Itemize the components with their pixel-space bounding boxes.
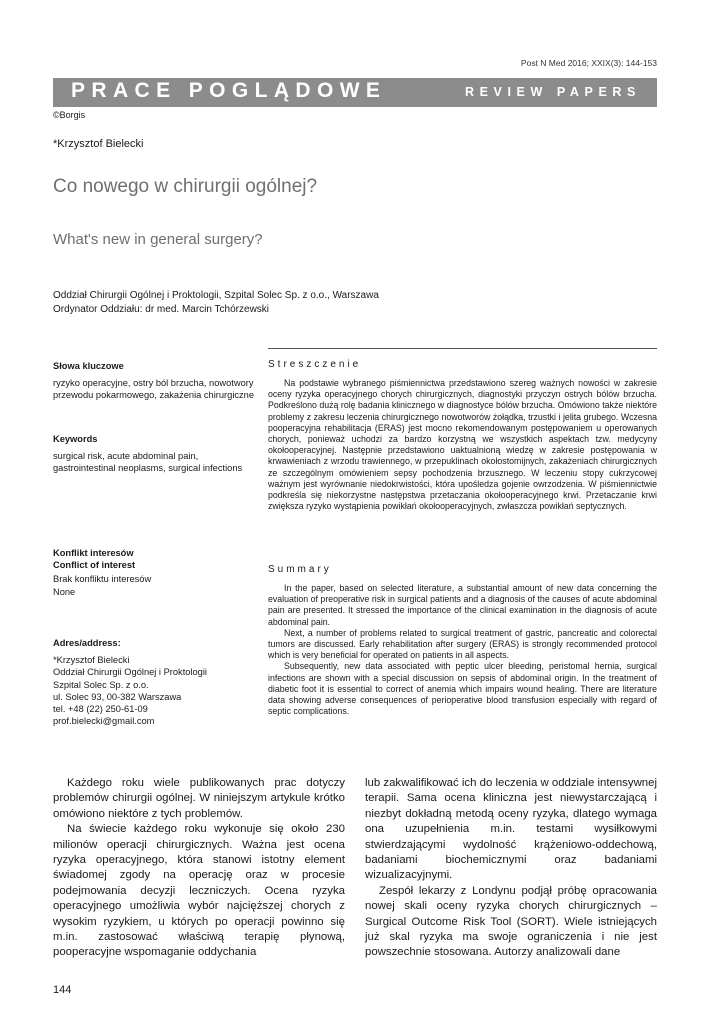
body-column-right bbox=[365, 776, 657, 961]
page-number: 144 bbox=[53, 984, 72, 996]
body-paragraph: Na świecie każdego roku wykonuje się około 230 milionów operacji chirurgicznych. Ważna jest ocena ryzyka operacyjnego, która stanowi istotny element świadomej zgody na operację oraz w procesie podejmowania decyzji leczniczych. Ocena ryzyka operacyjnego umożliwia wybór najcięższej chorych z wysokim ryzykiem, u których po operacji powinno się m.in. zastosować właściwą terapię płynową, pooperacyjne wspomaganie oddychania bbox=[53, 823, 345, 959]
conflict-heading-en: Conflict of interest bbox=[53, 560, 136, 571]
summary-paragraph: In the paper, based on selected literature, a substantial amount of new data concerning the evaluation of preoperative risk in surgical patients and a diagnosis of the causes of acute abdominal pain are presented. It stressed the importance of the clinical examination in the diagnosis of acute abdominal pain. bbox=[268, 583, 657, 627]
keywords-en-text: surgical risk, acute abdominal pain, gastrointestinal neoplasms, surgical infections bbox=[53, 451, 243, 474]
streszczenie-heading: Streszczenie bbox=[268, 359, 362, 370]
title-polish: Co nowego w chirurgii ogólnej? bbox=[53, 176, 318, 197]
affiliation-line-2: Ordynator Oddziału: dr med. Marcin Tchórzewski bbox=[53, 304, 270, 315]
affiliation-line-1: Oddział Chirurgii Ogólnej i Proktologii, Szpital Solec Sp. z o.o., Warszawa bbox=[53, 290, 379, 301]
conflict-heading-pl: Konflikt interesów bbox=[53, 548, 134, 558]
address-line: Szpital Solec Sp. z o.o. bbox=[53, 679, 149, 690]
section-banner bbox=[53, 78, 657, 107]
address-line: ul. Solec 93, 00-382 Warszawa bbox=[53, 691, 182, 702]
citation: Post N Med 2016; XXIX(3): 144-153 bbox=[520, 58, 657, 68]
body-column-left bbox=[53, 776, 345, 961]
conflict-block bbox=[53, 547, 258, 598]
keywords-en-heading: Keywords bbox=[53, 434, 98, 444]
title-english: What's new in general surgery? bbox=[53, 231, 263, 248]
abstract-divider bbox=[268, 348, 657, 349]
address-line: Oddział Chirurgii Ogólnej i Proktologii bbox=[53, 667, 207, 678]
summary-paragraph: Subsequently, new data associated with peptic ulcer bleeding, peristomal hernia, surgical infections are shown with a special discussion on sepsis of abdominal origin. In the treatment of diabetic foot it is essential to correct of anemia which impairs wound healing. There are literature data showing adverse consequences of perioperative blood transfusion especially with regard of septic complications. bbox=[268, 661, 657, 717]
address-lines bbox=[53, 654, 258, 727]
address-block bbox=[53, 637, 258, 727]
summary-paragraph: Next, a number of problems related to surgical treatment of gastric, pancreatic and colorectal tumors are discussed. Early rehabilitation after surgery (ERAS) is strongly recommended protocol which is very beneficial for operated on patients in all aspects. bbox=[268, 627, 657, 661]
streszczenie-text bbox=[268, 378, 657, 512]
keywords-en-block bbox=[53, 433, 258, 475]
banner-right-label: REVIEW PAPERS bbox=[464, 85, 641, 99]
body-paragraph: lub zakwalifikować ich do leczenia w oddziale intensywnej terapii. Sama ocena kliniczna jest niewystarczającą i niezbyt dokładną metodą oceny ryzyka, dlatego wymaga ona uzupełnienia m.in. testami wysiłkowymi stwierdzającymi wydolność krążeniowo-oddechową, badaniami biochemicznymi oraz badaniami wizualizacyjnymi. bbox=[365, 777, 657, 882]
publisher-mark: ©Borgis bbox=[53, 110, 86, 120]
author-email: prof.bielecki@gmail.com bbox=[53, 716, 155, 727]
conflict-text-pl: Brak konfliktu interesów bbox=[53, 574, 152, 585]
address-line: tel. +48 (22) 250-61-09 bbox=[53, 704, 148, 715]
author-name: *Krzysztof Bielecki bbox=[53, 138, 144, 150]
affiliation bbox=[53, 289, 379, 317]
banner-left-label: PRACE POGLĄDOWE bbox=[71, 79, 387, 102]
keywords-pl-text: ryzyko operacyjne, ostry ból brzucha, nowotwory przewodu pokarmowego, zakażenia chirurgiczne bbox=[53, 378, 255, 401]
keywords-pl-block bbox=[53, 360, 258, 402]
body-paragraph: Zespół lekarzy z Londynu podjął próbę opracowania nowej skali oceny ryzyka chorych chirurgicznych – Surgical Outcome Risk Tool (SORT). Wiele istniejących już skal ryzyka ma swoje ograniczenia i nie jest powszechnie stosowana. Autorzy analizowali dane bbox=[365, 884, 657, 959]
streszczenie-paragraph: Na podstawie wybranego piśmiennictwa przedstawiono szereg ważnych nowości w zakresie oceny ryzyka operacyjnego chorych chirurgicznych, diagnostyki przyczyn ostrych bólów brzucha. Podkreślono dużą rolę badania klinicznego w diagnostyce bólów brzucha. Omówiono także niektóre problemy z zakresu leczenia chirurgicznego nowotworów żołądka, trzustki i jelita grubego. Wczesna pooperacyjna rehabilitacja (ERAS) jest mocno rekomendowanym postępowaniem u operowanych chorych, ponieważ uchodzi za bardzo korzystną we wszystkich aspektach tzw. medycyny okołooperacyjnej. Następnie przedstawiono uaktualnioną wiedzę w zakresie postępowania w krwawieniach z wrzodu trawiennego, w przepuklinach okołostomijnych, zakażeniach chirurgicznych ze szczególnym omówieniem sepsy pochodzenia brzusznego. W leczeniu stopy cukrzycowej ważnym jest wyrównanie niedokrwistości, która upośledza gojenie owrzodzenia. W piśmiennictwie podkreśla się niekorzystne następstwa przetaczania okołooperacyjnego krwi. Przetaczanie krwi zwiększa ryzyko wystąpienia powikłań okołooperacyjnych, zwłaszcza powikłań septycznych. bbox=[268, 378, 657, 512]
body-paragraph: Każdego roku wiele publikowanych prac dotyczy problemów chirurgii ogólnej. W niniejszym artykule krótko omówiono niektóre z tych problemów. bbox=[53, 777, 345, 820]
conflict-text-en: None bbox=[53, 586, 76, 597]
summary-text bbox=[268, 583, 657, 717]
keywords-pl-heading: Słowa kluczowe bbox=[53, 361, 124, 371]
address-heading: Adres/address: bbox=[53, 638, 121, 648]
summary-heading: Summary bbox=[268, 564, 332, 575]
address-line: *Krzysztof Bielecki bbox=[53, 655, 130, 666]
